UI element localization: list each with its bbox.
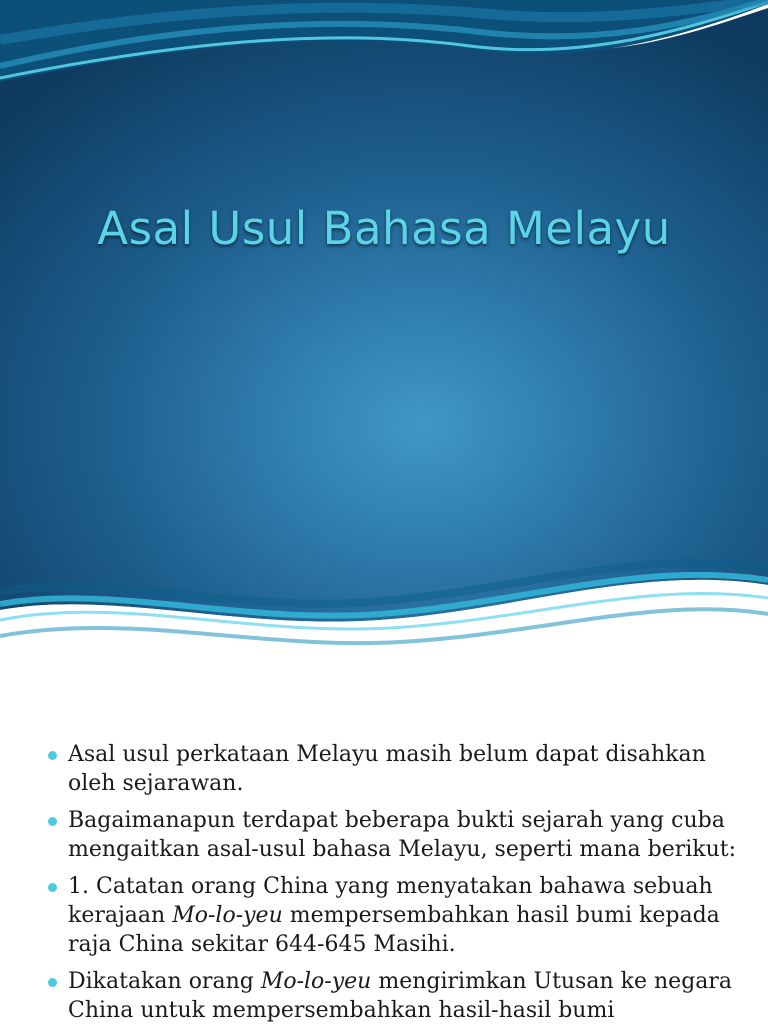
list-item xyxy=(48,967,748,1024)
bullet-dot-icon xyxy=(48,883,57,892)
list-item xyxy=(48,806,748,864)
slide-title: Asal Usul Bahasa Melayu xyxy=(97,202,671,255)
bullet-text: Asal usul perkataan Melayu masih belum dapat disahkan oleh sejarawan. xyxy=(68,742,706,796)
bullet-text-post: mempersembahkan hasil bumi kepada raja China sekitar 644-645 Masihi. xyxy=(68,903,720,957)
bullet-dot-icon xyxy=(48,978,57,987)
list-item xyxy=(48,740,748,798)
bullet-list xyxy=(48,740,748,1024)
bullet-text-italic: Mo-lo-yeu xyxy=(172,903,283,928)
list-item xyxy=(48,872,748,959)
bullet-text-italic: Mo-lo-yeu xyxy=(260,969,372,994)
bullet-text-pre: 1. Catatan orang China yang menyatakan bahawa sebuah kerajaan xyxy=(68,874,713,928)
bullet-text-post: mengirimkan Utusan ke negara China untuk mempersembahkan hasil-hasil bumi xyxy=(68,969,733,1023)
bullet-dot-icon xyxy=(48,817,57,826)
content-slide xyxy=(0,668,768,1024)
bullet-dot-icon xyxy=(48,751,57,760)
bullet-text: Bagaimanapun terdapat beberapa bukti sejarah yang cuba mengaitkan asal-usul bahasa Melayu, seperti mana berikut: xyxy=(68,808,737,862)
bullet-text-pre: Dikatakan orang xyxy=(68,969,261,994)
